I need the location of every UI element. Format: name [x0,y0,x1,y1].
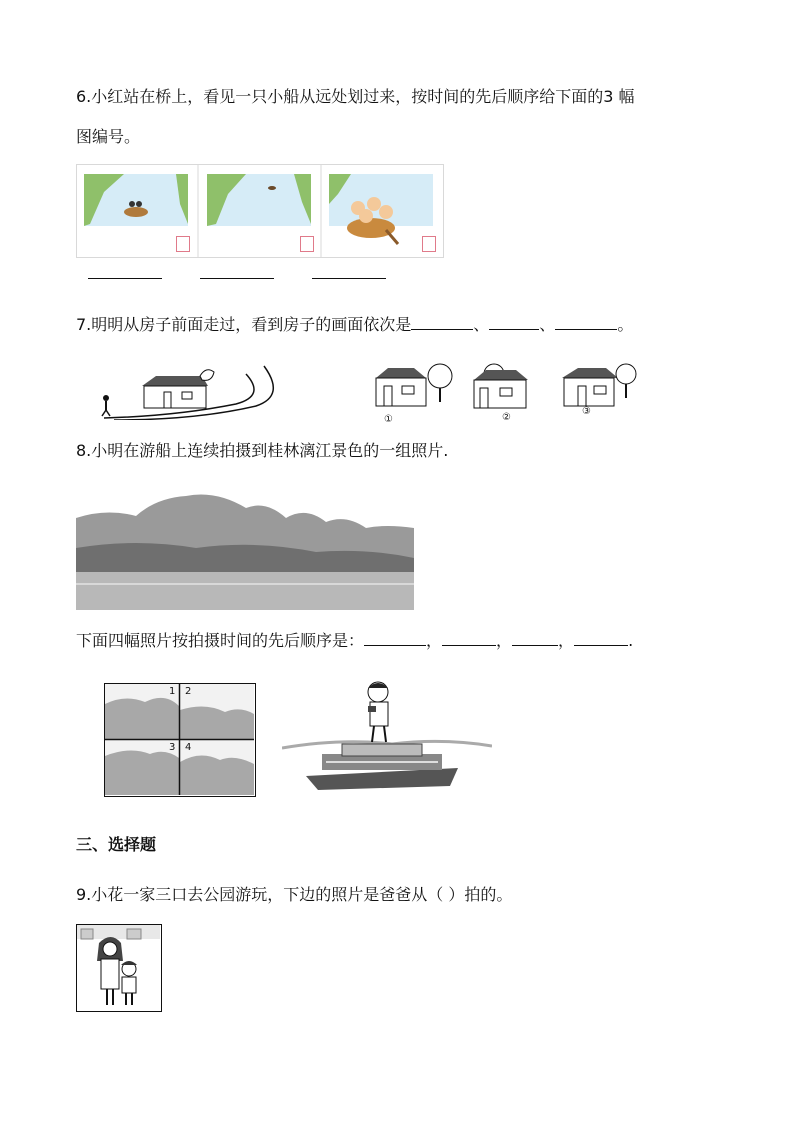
q8-photo-number-3: 3 [169,742,176,753]
q8-sep-1: ， [426,631,443,650]
q8-photo-number-1: 1 [169,686,176,697]
q9-text: 9.小花一家三口去公园游玩，下边的照片是爸爸从（ ）拍的。 [76,885,513,904]
q7-question: 7.明明从房子前面走过，看到房子的画面依次是 [76,315,412,334]
q8-order-text: 下面四幅照片按拍摄时间的先后顺序是： [76,631,365,650]
q6-boat-pictures [76,164,444,258]
q8-lijiang-panorama [76,488,414,610]
house-icon [142,370,214,408]
q7-blank-1[interactable] [411,315,473,330]
house-view-2 [474,364,528,408]
q6-answer-box-3[interactable] [422,236,436,252]
q7-sep-1: 、 [473,315,490,334]
q7-house-views-svg [370,362,640,414]
q8-blank-1[interactable] [364,631,426,646]
q6-line2: 图编号。 [76,127,141,146]
q7-label-1: ① [384,414,393,425]
q9-family-photo [76,924,162,1012]
cruise-boat-icon [306,744,458,790]
q8-photo-grid [104,683,256,797]
q8-sep-3: ， [558,631,575,650]
q7-blank-3[interactable] [555,315,617,330]
q8-photo-number-4: 4 [185,742,192,753]
q8-sep-2: ， [496,631,513,650]
q8-blank-3[interactable] [512,631,558,646]
q6-boat-pictures-svg [76,164,444,258]
q7-end: 。 [617,315,634,334]
house-view-1 [376,364,452,406]
q8-lijiang-panorama-svg [76,488,414,610]
walking-person-icon [102,395,110,416]
q7-path-scene [96,360,296,420]
q8-blank-4[interactable] [574,631,628,646]
q8-text: 8.小明在游船上连续拍摄到桂林漓江景色的一组照片. [76,441,449,460]
q8-boy-on-boat-svg [282,676,492,794]
section-3-title: 三、选择题 [76,835,157,854]
q7-path-scene-svg [96,360,296,420]
q9-family-photo-svg [77,925,160,1010]
q6-answer-box-1[interactable] [176,236,190,252]
q8-end: . [628,631,634,650]
house-view-3 [562,364,636,406]
q7-text [76,314,633,336]
mother-icon [97,937,123,1005]
child-icon [121,961,137,1005]
q6-panel-2 [207,174,311,226]
q8-photo-number-2: 2 [185,686,192,697]
q7-house-views [370,362,640,428]
q6-panel-1 [84,174,188,226]
q6-answer-blank-1[interactable] [88,278,162,279]
q8-boy-on-boat [282,676,492,794]
q7-blank-2[interactable] [489,315,539,330]
q8-blank-2[interactable] [442,631,496,646]
q6-answer-box-2[interactable] [300,236,314,252]
q6-answer-blank-2[interactable] [200,278,274,279]
q8-order-line [76,630,633,652]
q7-label-2: ② [502,412,511,423]
q7-sep-2: 、 [539,315,556,334]
boy-icon [368,682,388,742]
q6-line1: 6.小红站在桥上，看见一只小船从远处划过来，按时间的先后顺序给下面的3 幅 [76,87,635,106]
q7-label-3: ③ [582,406,591,417]
q6-answer-blank-3[interactable] [312,278,386,279]
q8-photo-grid-svg [105,684,254,795]
